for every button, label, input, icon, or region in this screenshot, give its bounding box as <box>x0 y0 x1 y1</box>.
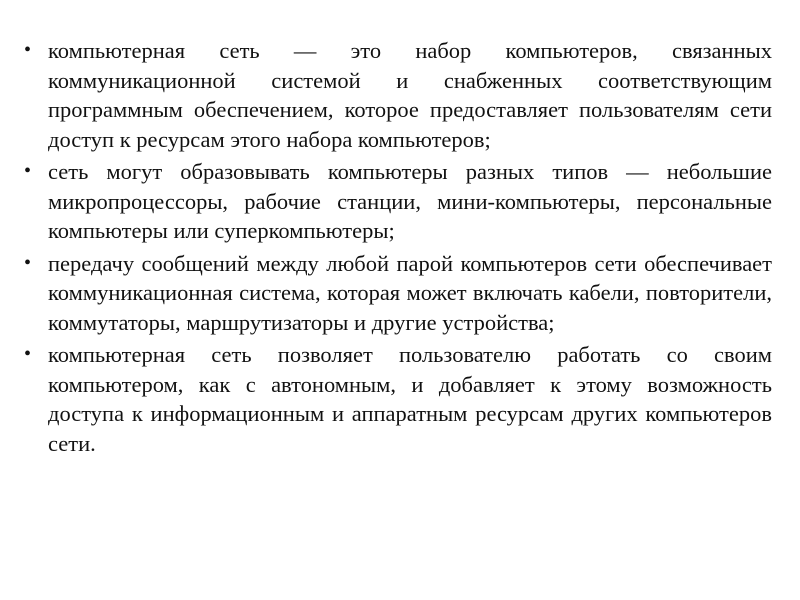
bullet-icon: • <box>24 251 32 274</box>
bullet-text: передачу сообщений между любой парой компьютеров сети обеспечивает коммуникационная система, которая может включать кабели, повторители, коммутаторы, маршрутизаторы и другие устройства; <box>48 250 772 335</box>
bullet-item <box>22 249 772 338</box>
bullet-text: компьютерная сеть позволяет пользователю работать со своим компьютером, как с автономным, и добавляет к этому возможность доступа к информационным и аппаратным ресурсам других компьютеров сети. <box>48 342 772 456</box>
bullet-icon: • <box>24 39 32 61</box>
bullet-icon: • <box>24 160 32 182</box>
bullet-item <box>22 340 772 458</box>
bullet-item <box>22 157 772 246</box>
bullet-text: компьютерная сеть — это набор компьютеров, связанных коммуникационной системой и снабженных соответствующим программным обеспечением, которое предоставляет пользователям сети доступ к ресурсам этого набора компьютеров; <box>48 38 772 152</box>
bullet-item <box>22 36 772 154</box>
bullet-text: сеть могут образовывать компьютеры разных типов — небольшие микропроцессоры, рабочие станции, мини-компьютеры, персональные компьютеры или суперкомпьютеры; <box>48 159 772 243</box>
bullet-icon: • <box>24 343 32 365</box>
bullet-list <box>22 36 772 458</box>
